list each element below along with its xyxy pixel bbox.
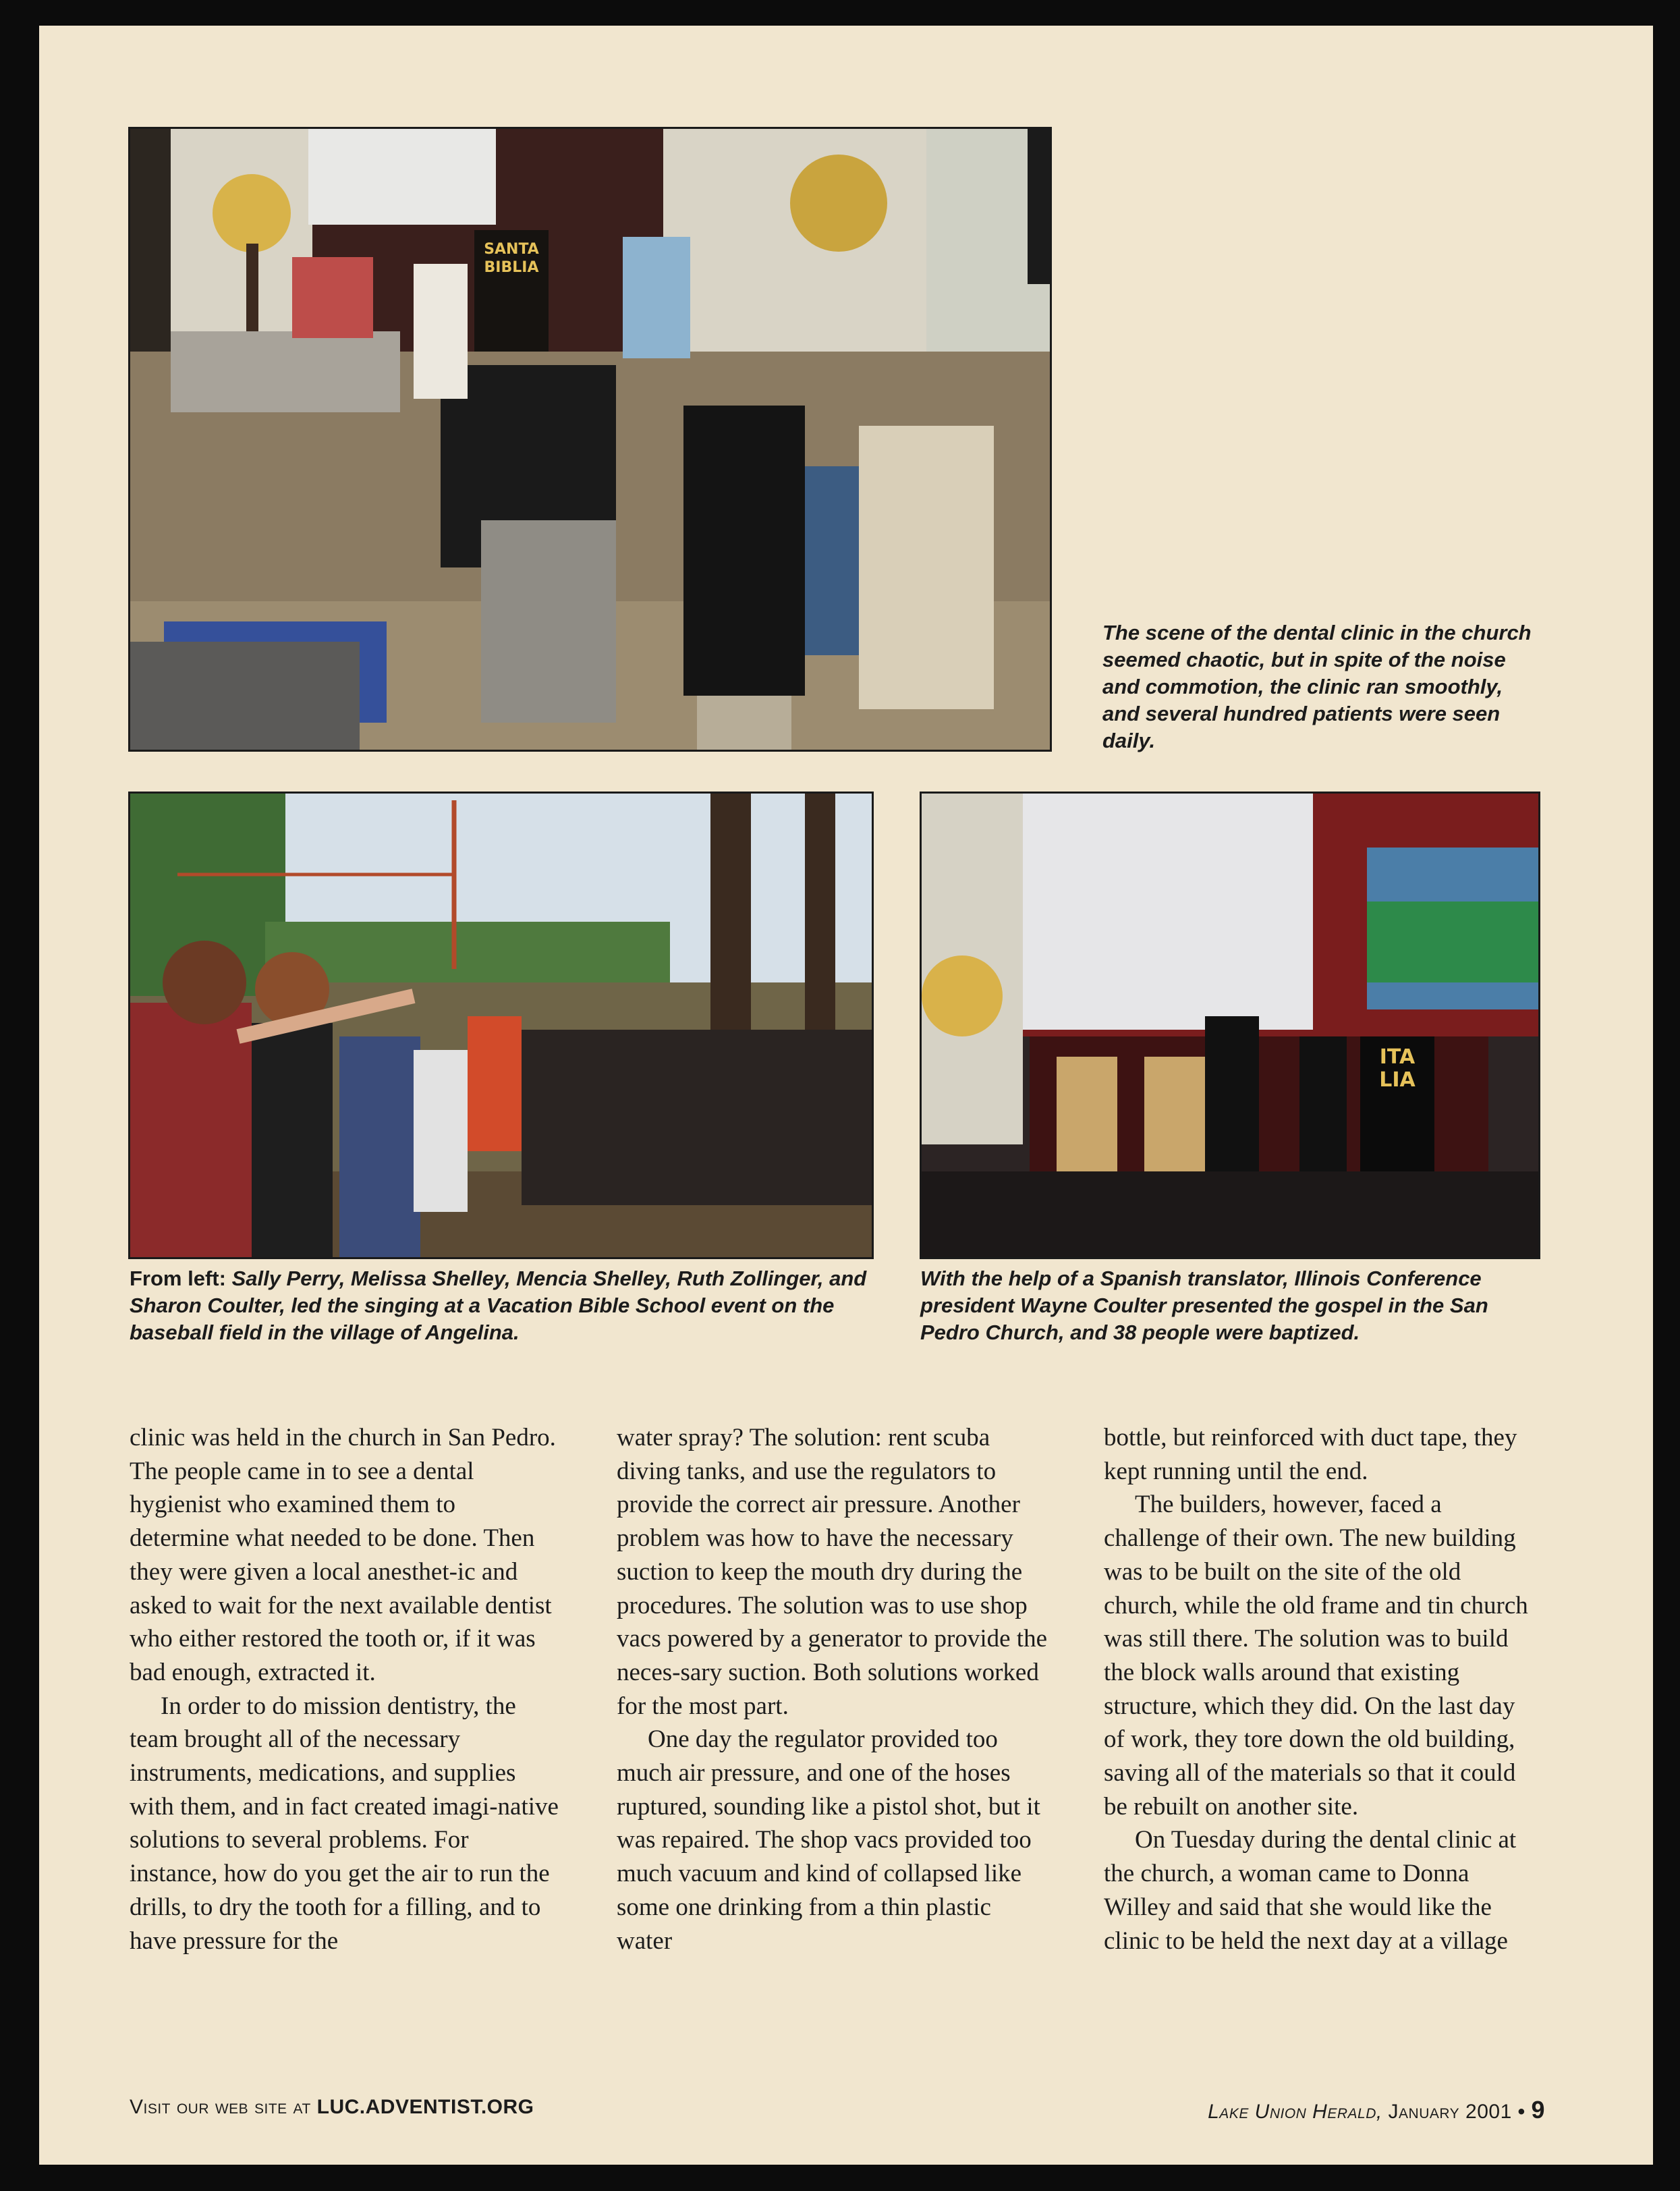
body-column-3 (1104, 1421, 1536, 1958)
footer-bullet: • (1517, 2101, 1525, 2123)
column-3-paragraph-3: On Tuesday during the dental clinic at the church, a woman came to Donna Willey and said that she would like the clinic to be held the next day at a village (1104, 1826, 1517, 1955)
caption-right-photo (920, 1265, 1541, 1346)
magazine-page (39, 26, 1653, 2165)
body-column-1 (130, 1421, 561, 1958)
page-number: 9 (1531, 2096, 1545, 2124)
column-1-paragraph-2: In order to do mission dentistry, the team brought all of the necessary instruments, medications, and supplies with them, and in fact created imagi-native solutions to several problems. For instance, how do you get the air to run the drills, to dry the tooth for a filling, and to have pressure for the (130, 1692, 559, 1955)
footer-url-link[interactable]: LUC.ADVENTIST.ORG (316, 2096, 534, 2118)
photo-dental-clinic (128, 127, 1052, 752)
body-column-2 (617, 1421, 1048, 1958)
caption-left-photo (130, 1265, 892, 1346)
footer-date: January 2001 (1388, 2101, 1512, 2123)
caption-right-text: With the help of a Spanish translator, Illinois Conference president Wayne Coulter presented the gospel in the San Pedro Church, and 38 people were baptized. (920, 1267, 1488, 1344)
sign-santa: SANTA (484, 241, 539, 258)
photo-gospel-presentation (920, 792, 1540, 1259)
sign-lia: LIA (1379, 1068, 1416, 1092)
column-3-paragraph-2: The builders, however, faced a challenge of their own. The new building was to be built on the site of the old church, while the old frame and tin church was still there. The solution was to build the block walls around that existing structure, which they did. On the last day of work, they tore down the old building, saving all of the materials so that it could be rebuilt on another site. (1104, 1491, 1528, 1821)
caption-top-photo (1102, 619, 1534, 754)
footer-right (1208, 2096, 1545, 2124)
caption-left-text: Sally Perry, Melissa Shelley, Mencia Shelley, Ruth Zollinger, and Sharon Coulter, led the singing at a Vacation Bible School event on the baseball field in the village of Angelina. (130, 1267, 867, 1344)
column-3-paragraph-1: bottle, but reinforced with duct tape, they kept running until the end. (1104, 1424, 1517, 1485)
footer-publication: Lake Union Herald, (1208, 2101, 1382, 2123)
footer-visit-label: Visit our web site at (130, 2096, 311, 2118)
sign-ta: ITA (1379, 1045, 1416, 1069)
footer-left (130, 2096, 534, 2119)
caption-top-text: The scene of the dental clinic in the church seemed chaotic, but in spite of the noise and commotion, the clinic ran smoothly, and several hundred patients were seen daily. (1102, 621, 1532, 752)
sign-biblia: BIBLIA (484, 259, 539, 276)
caption-left-prefix: From left: (130, 1267, 226, 1290)
column-2-paragraph-2: One day the regulator provided too much air pressure, and one of the hoses ruptured, sounding like a pistol shot, but it was repaired. The shop vacs provided too much vacuum and kind of collapsed like some one drinking from a thin plastic water (617, 1725, 1040, 1955)
column-1-paragraph-1: clinic was held in the church in San Pedro. The people came in to see a dental hygienist who examined them to determine what needed to be done. Then they were given a local anesthet-ic and asked to wait for the next available dentist who either restored the tooth or, if it was bad enough, extracted it. (130, 1424, 556, 1686)
column-2-paragraph-1: water spray? The solution: rent scuba diving tanks, and use the regulators to provide the correct air pressure. Another problem was how to have the necessary suction to keep the mouth dry during the procedures. The solution was to use shop vacs powered by a generator to provide the neces-sary suction. Both solutions worked for the most part. (617, 1424, 1047, 1720)
photo-singing-event (128, 792, 874, 1259)
